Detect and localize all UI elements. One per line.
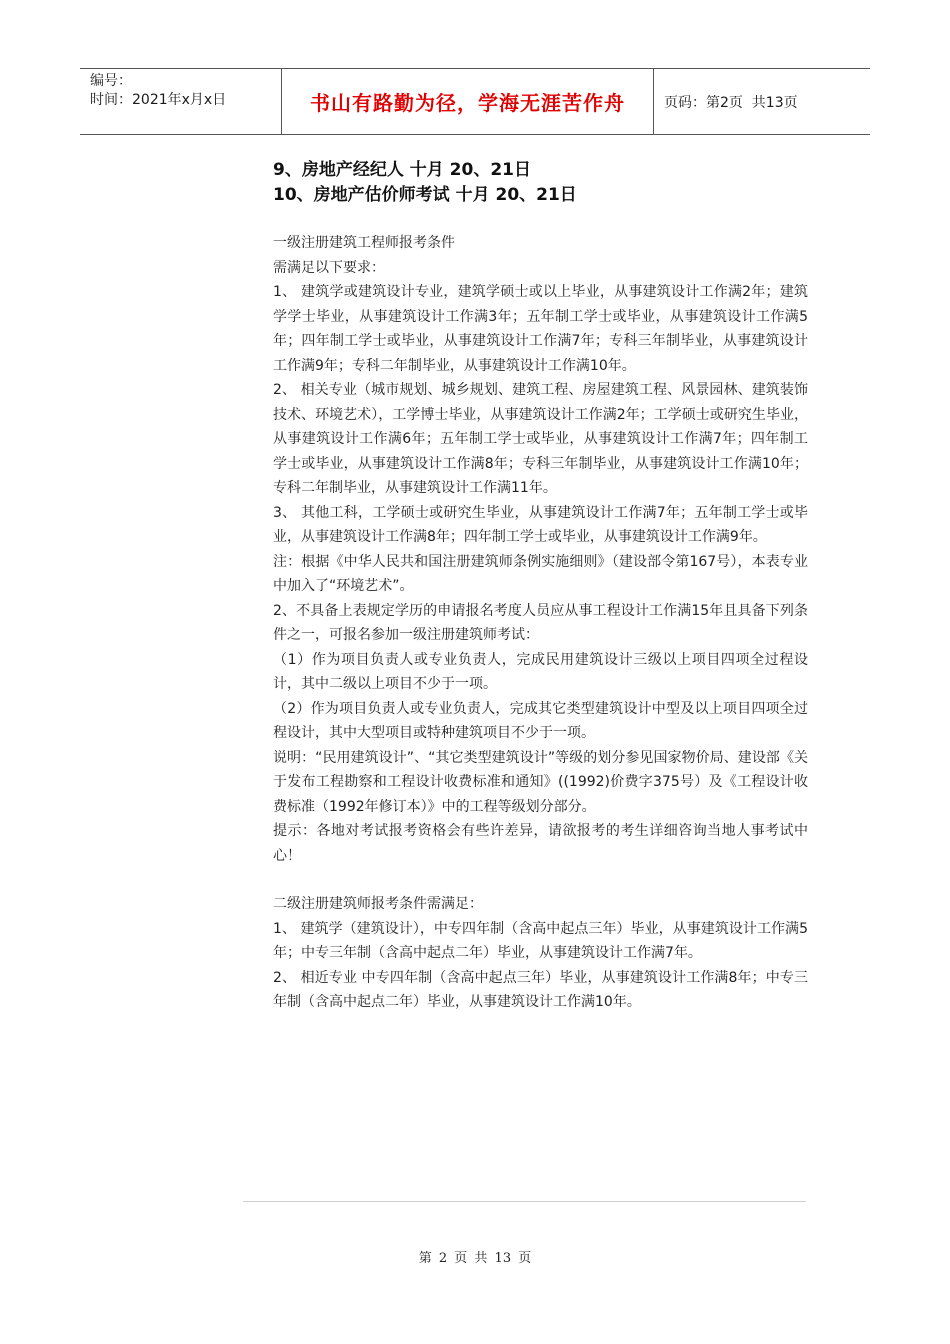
header-motto: 书山有路勤为径，学海无涯苦作舟 — [282, 69, 654, 134]
page-header — [80, 68, 870, 135]
paragraph: 说明：“民用建筑设计”、“其它类型建筑设计”等级的划分参见国家物价局、建设部《关于发布工程勘察和工程设计收费标准和通知》((1992)价费字375号）及《工程设计收费标准（1992年修订本）》中的工程等级划分部分。 — [273, 749, 808, 815]
paragraph: （1）作为项目负责人或专业负责人，完成民用建筑设计三级以上项目四项全过程设计，其中二级以上项目不少于一项。 — [273, 651, 808, 692]
section-title: 一级注册建筑工程师报考条件 — [273, 235, 455, 251]
paragraph: 3、 其他工科，工学硕士或研究生毕业，从事建筑设计工作满7年；五年制工学士或毕业，从事建筑设计工作满8年；四年制工学士或毕业，从事建筑设计工作满9年。 — [273, 504, 808, 545]
page-footer: 第 2 页 共 13 页 — [418, 1251, 532, 1266]
header-meta — [80, 69, 282, 134]
paragraph: （2）作为项目负责人或专业负责人，完成其它类型建筑设计中型及以上项目四项全过程设计，其中大型项目或特种建筑项目不少于一项。 — [273, 700, 808, 741]
spacer — [273, 208, 808, 231]
paragraph: 1、 建筑学（建筑设计），中专四年制（含高中起点三年）毕业，从事建筑设计工作满5年；中专三年制（含高中起点二年）毕业，从事建筑设计工作满7年。 — [273, 920, 808, 961]
paragraph: 2、 相近专业 中专四年制（含高中起点三年）毕业，从事建筑设计工作满8年；中专三年制（含高中起点二年）毕业，从事建筑设计工作满10年。 — [273, 969, 808, 1010]
paragraph: 提示：各地对考试报考资格会有些许差异，请欲报考的考生详细咨询当地人事考试中心！ — [273, 823, 808, 864]
paragraph: 注：根据《中华人民共和国注册建筑师条例实施细则》（建设部令第167号），本表专业中加入了“环境艺术”。 — [273, 553, 808, 594]
header-page-info-text: 页码：第2页 共13页 — [664, 94, 798, 111]
paragraph: 2、 相关专业（城市规划、城乡规划、建筑工程、房屋建筑工程、风景园林、建筑装饰技术、环境艺术），工学博士毕业，从事建筑设计工作满2年；工学硕士或研究生毕业，从事建筑设计工作满6年；五年制工学士或毕业，从事建筑设计工作满7年；四年制工学士或毕业，从事建筑设计工作满8年；专科三年制毕业，从事建筑设计工作满10年；专科二年制毕业，从事建筑设计工作满11年。 — [273, 382, 808, 496]
heading-item: 9、房地产经纪人 十月 20、21日 — [273, 160, 531, 180]
document-code-label: 编号： — [90, 73, 132, 89]
section-title: 二级注册建筑师报考条件需满足： — [273, 896, 483, 912]
paragraph: 需满足以下要求： — [273, 259, 385, 276]
header-page-info — [654, 69, 870, 134]
heading-item: 10、房地产估价师考试 十月 20、21日 — [273, 185, 577, 205]
document-body — [273, 158, 808, 1015]
paragraph: 1、 建筑学或建筑设计专业，建筑学硕士或以上毕业，从事建筑设计工作满2年；建筑学学士毕业，从事建筑设计工作满3年；五年制工学士或毕业，从事建筑设计工作满5年；四年制工学士或毕业，从事建筑设计工作满7年；专科三年制毕业，从事建筑设计工作满9年；专科二年制毕业，从事建筑设计工作满10年。 — [273, 284, 808, 374]
document-time-label: 时间：2021年x月x日 — [90, 92, 227, 108]
spacer — [273, 868, 808, 892]
footer-divider — [243, 1201, 806, 1202]
paragraph: 2、不具备上表规定学历的申请报名考度人员应从事工程设计工作满15年且具备下列条件之一，可报名参加一级注册建筑师考试： — [273, 602, 808, 643]
